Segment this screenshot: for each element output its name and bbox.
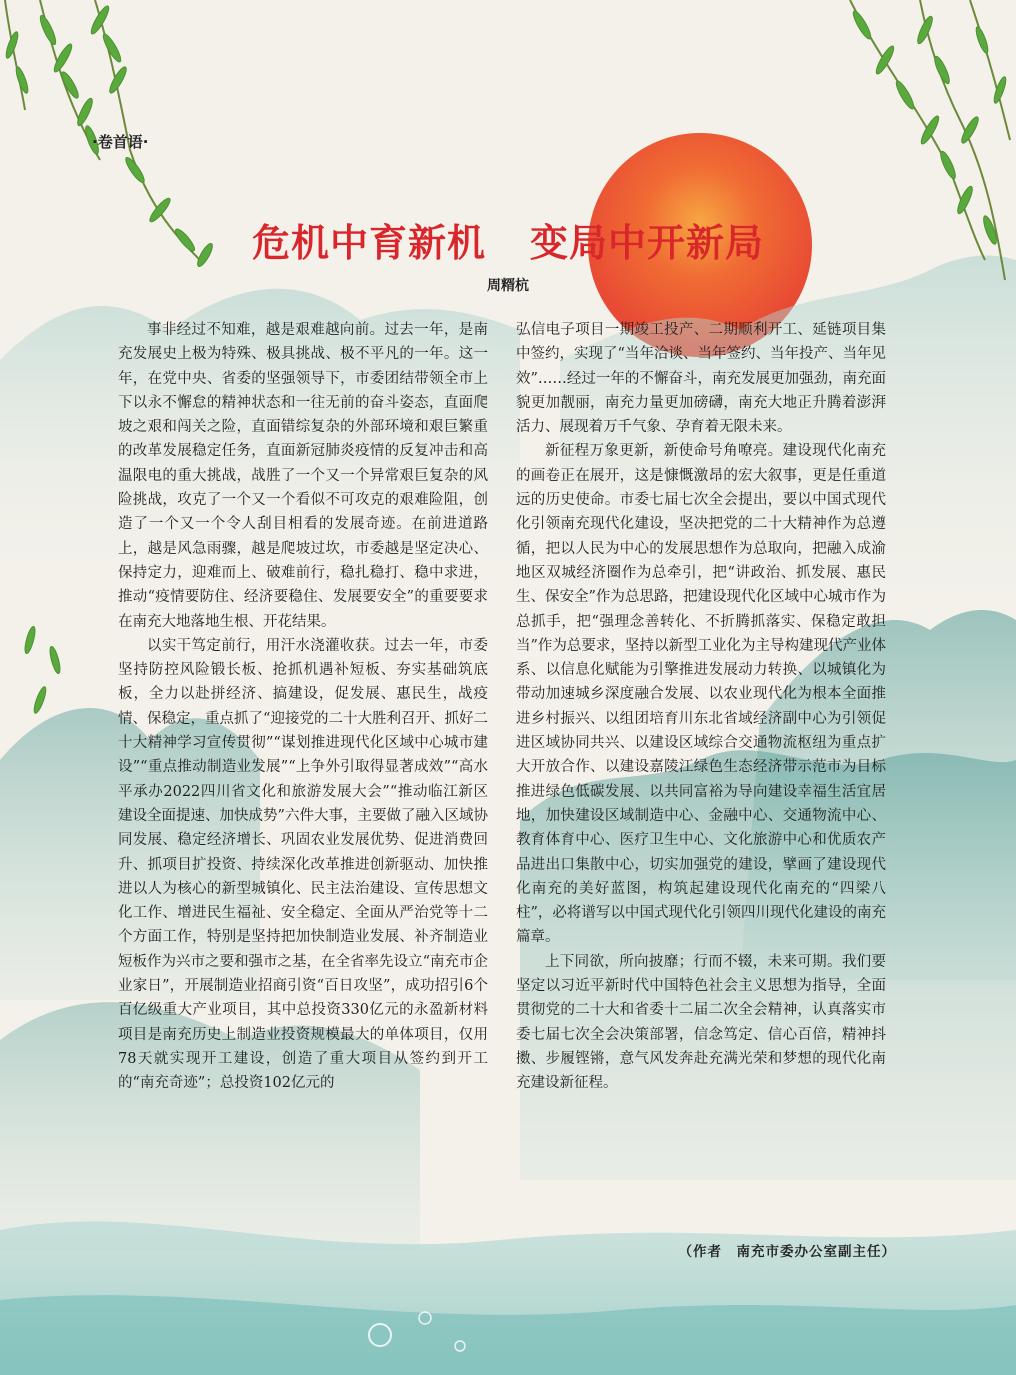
article-title <box>0 212 1016 267</box>
section-label: ·卷首语· <box>92 133 149 151</box>
title-part-1: 危机中育新机 <box>251 220 486 265</box>
author-byline: （作者 南充市委办公室副主任） <box>678 1244 896 1260</box>
paragraph: 事非经过不知难，越是艰难越向前。过去一年，是南充发展史上极为特殊、极具挑战、极不平凡的一年。这一年，在党中央、省委的坚强领导下，市委团结带领全市上下以永不懈怠的精神状态和一往无前的奋斗姿态，直面爬坡之艰和闯关之险，直面错综复杂的外部环境和艰巨繁重的改革发展稳定任务，直面新冠肺炎疫情的反复冲击和高温限电的重大挑战，战胜了一个又一个异常艰巨复杂的风险挑战，攻克了一个又一个看似不可攻克的艰难险阻，创造了一个又一个令人刮目相看的发展奇迹。在前进道路上，越是风急雨骤，越是爬坡过坎，市委越是坚定决心、保持定力，迎难而上、破难前行，稳扎稳打、稳中求进，推动“疫情要防住、经济要稳住、发展要安全”的重要要求在南充大地落地生根、开花结果。 <box>118 322 488 630</box>
author-name: 周糈杭 <box>487 278 529 294</box>
paragraph: 以实干笃定前行，用汗水浇灌收获。过去一年，市委坚持防控风险锻长板、抢抓机遇补短板、夯实基础筑底板，全力以赴拼经济、搞建设，促发展、惠民生，战疫情、保稳定，重点抓了“迎接党的二十大胜利召开、抓好二十大精神学习宣传贯彻”“谋划推进现代化区域中心城市建设”“重点推动制造业发展”“上争外引取得显著成效”“高水平承办2022四川省文化和旅游发展大会”“推动临江新区建设全面提速、加快成势”六件大事，主要做了融入区域协同发展、稳定经济增长、巩固农业发展优势、促进消费回升、抓项目扩投资、持续深化改革推进创新驱动、加快推进以人为核心的新型城镇化、民主法治建设、宣传思想文化工作、增进民生福祉、安全稳定、全面从严治党等十二个方面工作，特别是坚持把加快制造业发展、补齐制造业短板作为兴市之要和强市之基，在全省率先设立“南充市企业家日”，开展制造业招商引资“百日攻坚”，成功招引6个百亿级重大产业项目，其中总投资330亿元的永盈新材料项目是南充历史上制造业投资规模最大的单体项目，仅用78天就实现开工建设，创造了重大项目从签约到开工的“南充奇迹”；总投资102亿元的 <box>118 637 488 1092</box>
title-part-2: 变局中开新局 <box>530 220 765 265</box>
paragraph: 上下同欲，所向披靡；行而不辍，未来可期。我们要坚定以习近平新时代中国特色社会主义思想为指导，全面贯彻党的二十大和省委十二届二次全会精神，认真落实市委七届七次全会决策部署，信念笃定、信心百倍，精神抖擞、步履铿锵，意气风发奔赴充满光荣和梦想的现代化南充建设新征程。 <box>516 953 886 1092</box>
paragraph-continuation: 弘信电子项目一期竣工投产、二期顺利开工、延链项目集中签约，实现了“当年洽谈、当年签约、当年投产、当年见效”……经过一年的不懈奋斗，南充发展更加强劲，南充面貌更加靓丽，南充力量更加磅礴，南充大地正升腾着澎湃活力、展现着万千气象、孕育着无限未来。 <box>516 322 886 436</box>
paragraph: 新征程万象更新，新使命号角嘹亮。建设现代化南充的画卷正在展开，这是慷慨激昂的宏大叙事，更是任重道远的历史使命。市委七届七次全会提出，要以中国式现代化引领南充现代化建设，坚决把党的二十大精神作为总遵循，把以人民为中心的发展思想作为总取向，把融入成渝地区双城经济圈作为总牵引，把“讲政治、抓发展、惠民生、保安全”作为总思路，把建设现代化区域中心城市作为总抓手，把“强理念善转化、不折腾抓落实、保稳定敢担当”作为总要求，坚持以新型工业化为主导构建现代产业体系、以信息化赋能为引擎推进发展动力转换、以城镇化为带动加速城乡深度融合发展、以农业现代化为根本全面推进乡村振兴、以组团培育川东北省域经济副中心为引领促进区域协同共兴、以建设区域综合交通物流枢纽为重点扩大开放合作、以建设嘉陵江绿色生态经济带示范市为目标推进绿色低碳发展、以共同富裕为导向建设幸福生活宜居地，加快建设区域制造中心、金融中心、交通物流中心、教育体育中心、医疗卫生中心、文化旅游中心和优质农产品进出口集散中心，切实加强党的建设，擘画了建设现代化南充的美好蓝图，构筑起建设现代化南充的“四梁八柱”，必将谱写以中国式现代化引领四川现代化建设的南充篇章。 <box>516 443 886 946</box>
article-column-left <box>118 318 488 1096</box>
article-column-right <box>516 318 886 1096</box>
